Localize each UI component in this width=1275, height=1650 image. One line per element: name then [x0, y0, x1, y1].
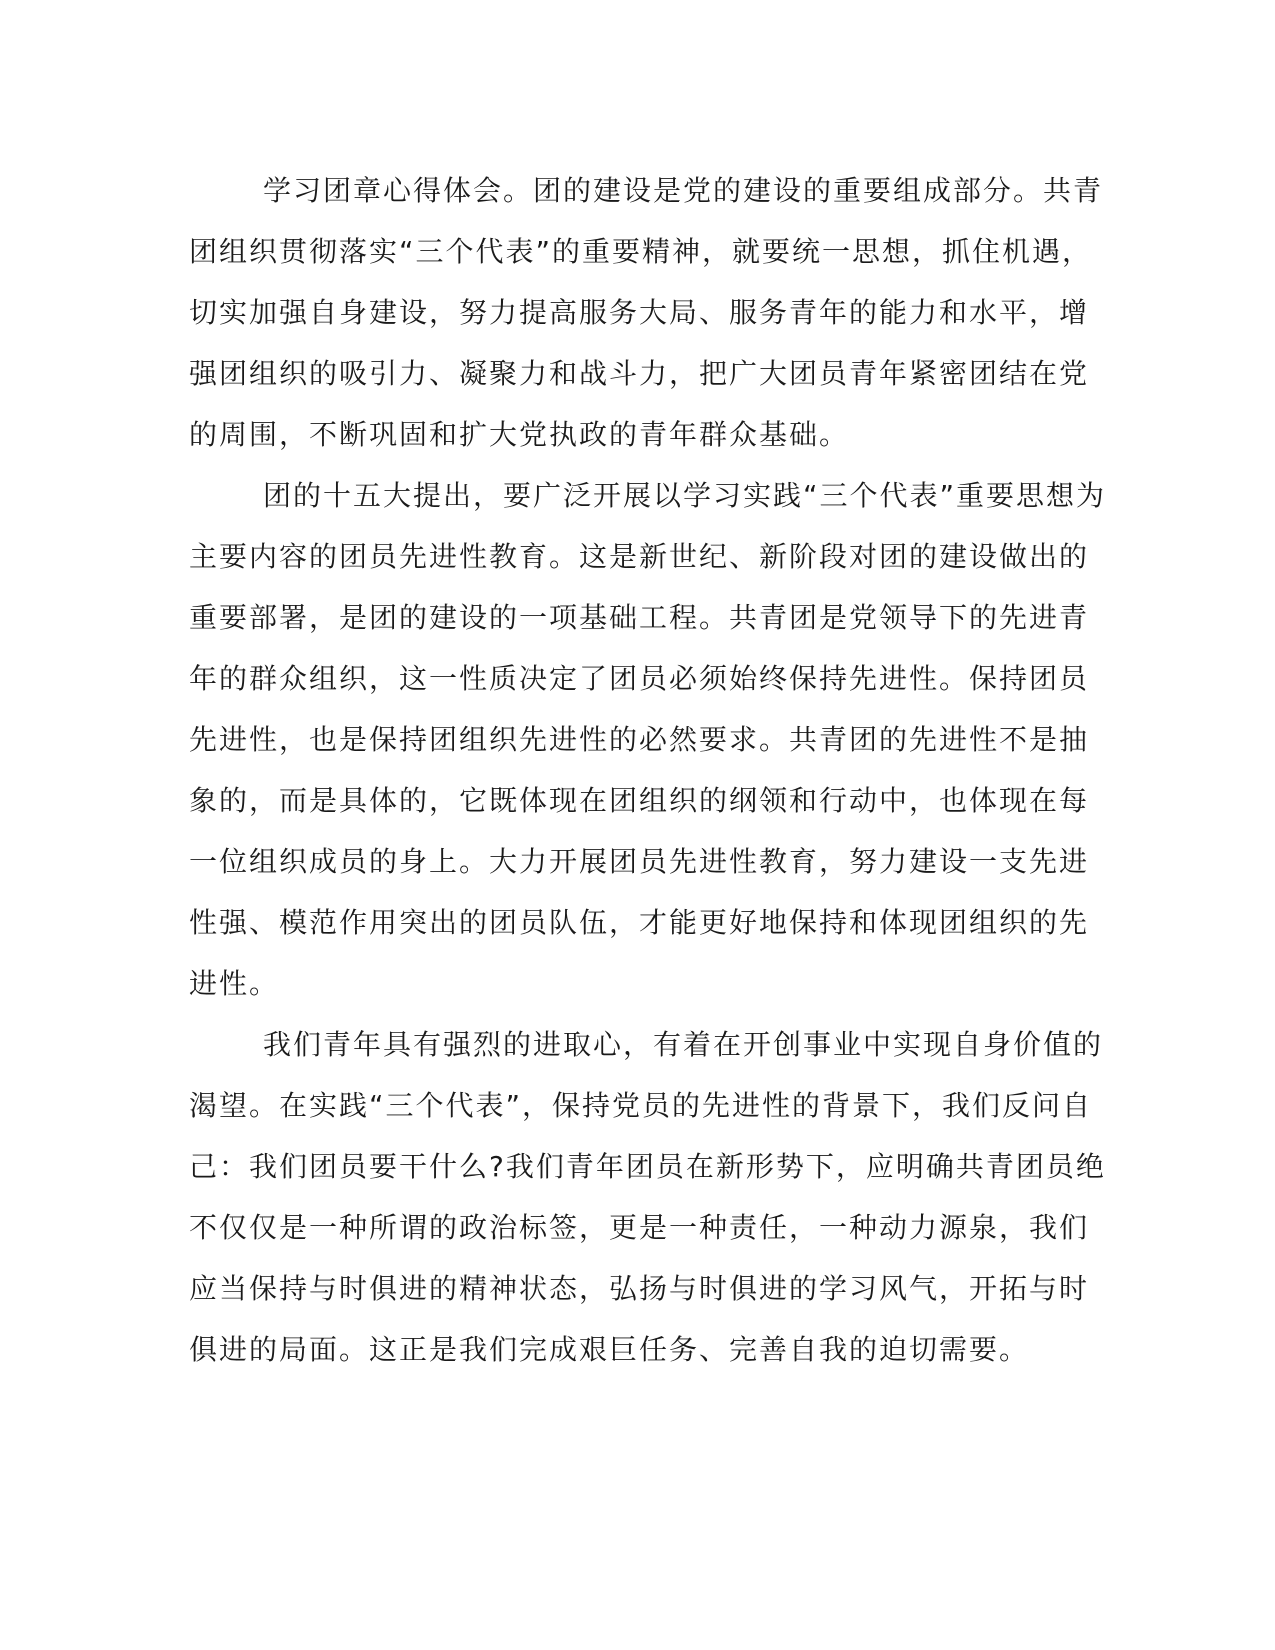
document-body [189, 160, 1107, 1380]
paragraph-line: 的周围，不断巩固和扩大党执政的青年群众基础。 [189, 418, 850, 451]
paragraph-line: 一位组织成员的身上。大力开展团员先进性教育，努力建设一支先进 [189, 845, 1090, 878]
paragraph-1 [189, 160, 1104, 465]
paragraph-line: 性强、模范作用突出的团员队伍，才能更好地保持和体现团组织的先 [189, 906, 1090, 939]
paragraph-line: 进性。 [189, 967, 280, 1000]
paragraph-line: 己：我们团员要干什么?我们青年团员在新形势下，应明确共青团员绝 [189, 1150, 1106, 1183]
paragraph-line: 团组织贯彻落实“三个代表”的重要精神，就要统一思想，抓住机遇， [189, 235, 1093, 268]
paragraph-2 [189, 465, 1107, 1014]
paragraph-line: 主要内容的团员先进性教育。这是新世纪、新阶段对团的建设做出的 [189, 540, 1090, 573]
paragraph-line: 团的十五大提出，要广泛开展以学习实践“三个代表”重要思想为 [263, 479, 1107, 512]
paragraph-line: 不仅仅是一种所谓的政治标签，更是一种责任，一种动力源泉，我们 [189, 1211, 1090, 1244]
paragraph-line: 象的，而是具体的，它既体现在团组织的纲领和行动中，也体现在每 [189, 784, 1090, 817]
paragraph-line: 学习团章心得体会。团的建设是党的建设的重要组成部分。共青 [263, 174, 1104, 207]
paragraph-line: 我们青年具有强烈的进取心，有着在开创事业中实现自身价值的 [263, 1028, 1104, 1061]
paragraph-line: 渴望。在实践“三个代表”，保持党员的先进性的背景下，我们反问自 [189, 1089, 1093, 1122]
paragraph-line: 重要部署，是团的建设的一项基础工程。共青团是党领导下的先进青 [189, 601, 1090, 634]
paragraph-line: 俱进的局面。这正是我们完成艰巨任务、完善自我的迫切需要。 [189, 1333, 1030, 1366]
paragraph-line: 应当保持与时俱进的精神状态，弘扬与时俱进的学习风气，开拓与时 [189, 1272, 1090, 1305]
paragraph-3 [189, 1014, 1106, 1380]
paragraph-line: 先进性，也是保持团组织先进性的必然要求。共青团的先进性不是抽 [189, 723, 1090, 756]
paragraph-line: 切实加强自身建设，努力提高服务大局、服务青年的能力和水平，增 [189, 296, 1090, 329]
paragraph-line: 强团组织的吸引力、凝聚力和战斗力，把广大团员青年紧密团结在党 [189, 357, 1090, 390]
paragraph-line: 年的群众组织，这一性质决定了团员必须始终保持先进性。保持团员 [189, 662, 1090, 695]
